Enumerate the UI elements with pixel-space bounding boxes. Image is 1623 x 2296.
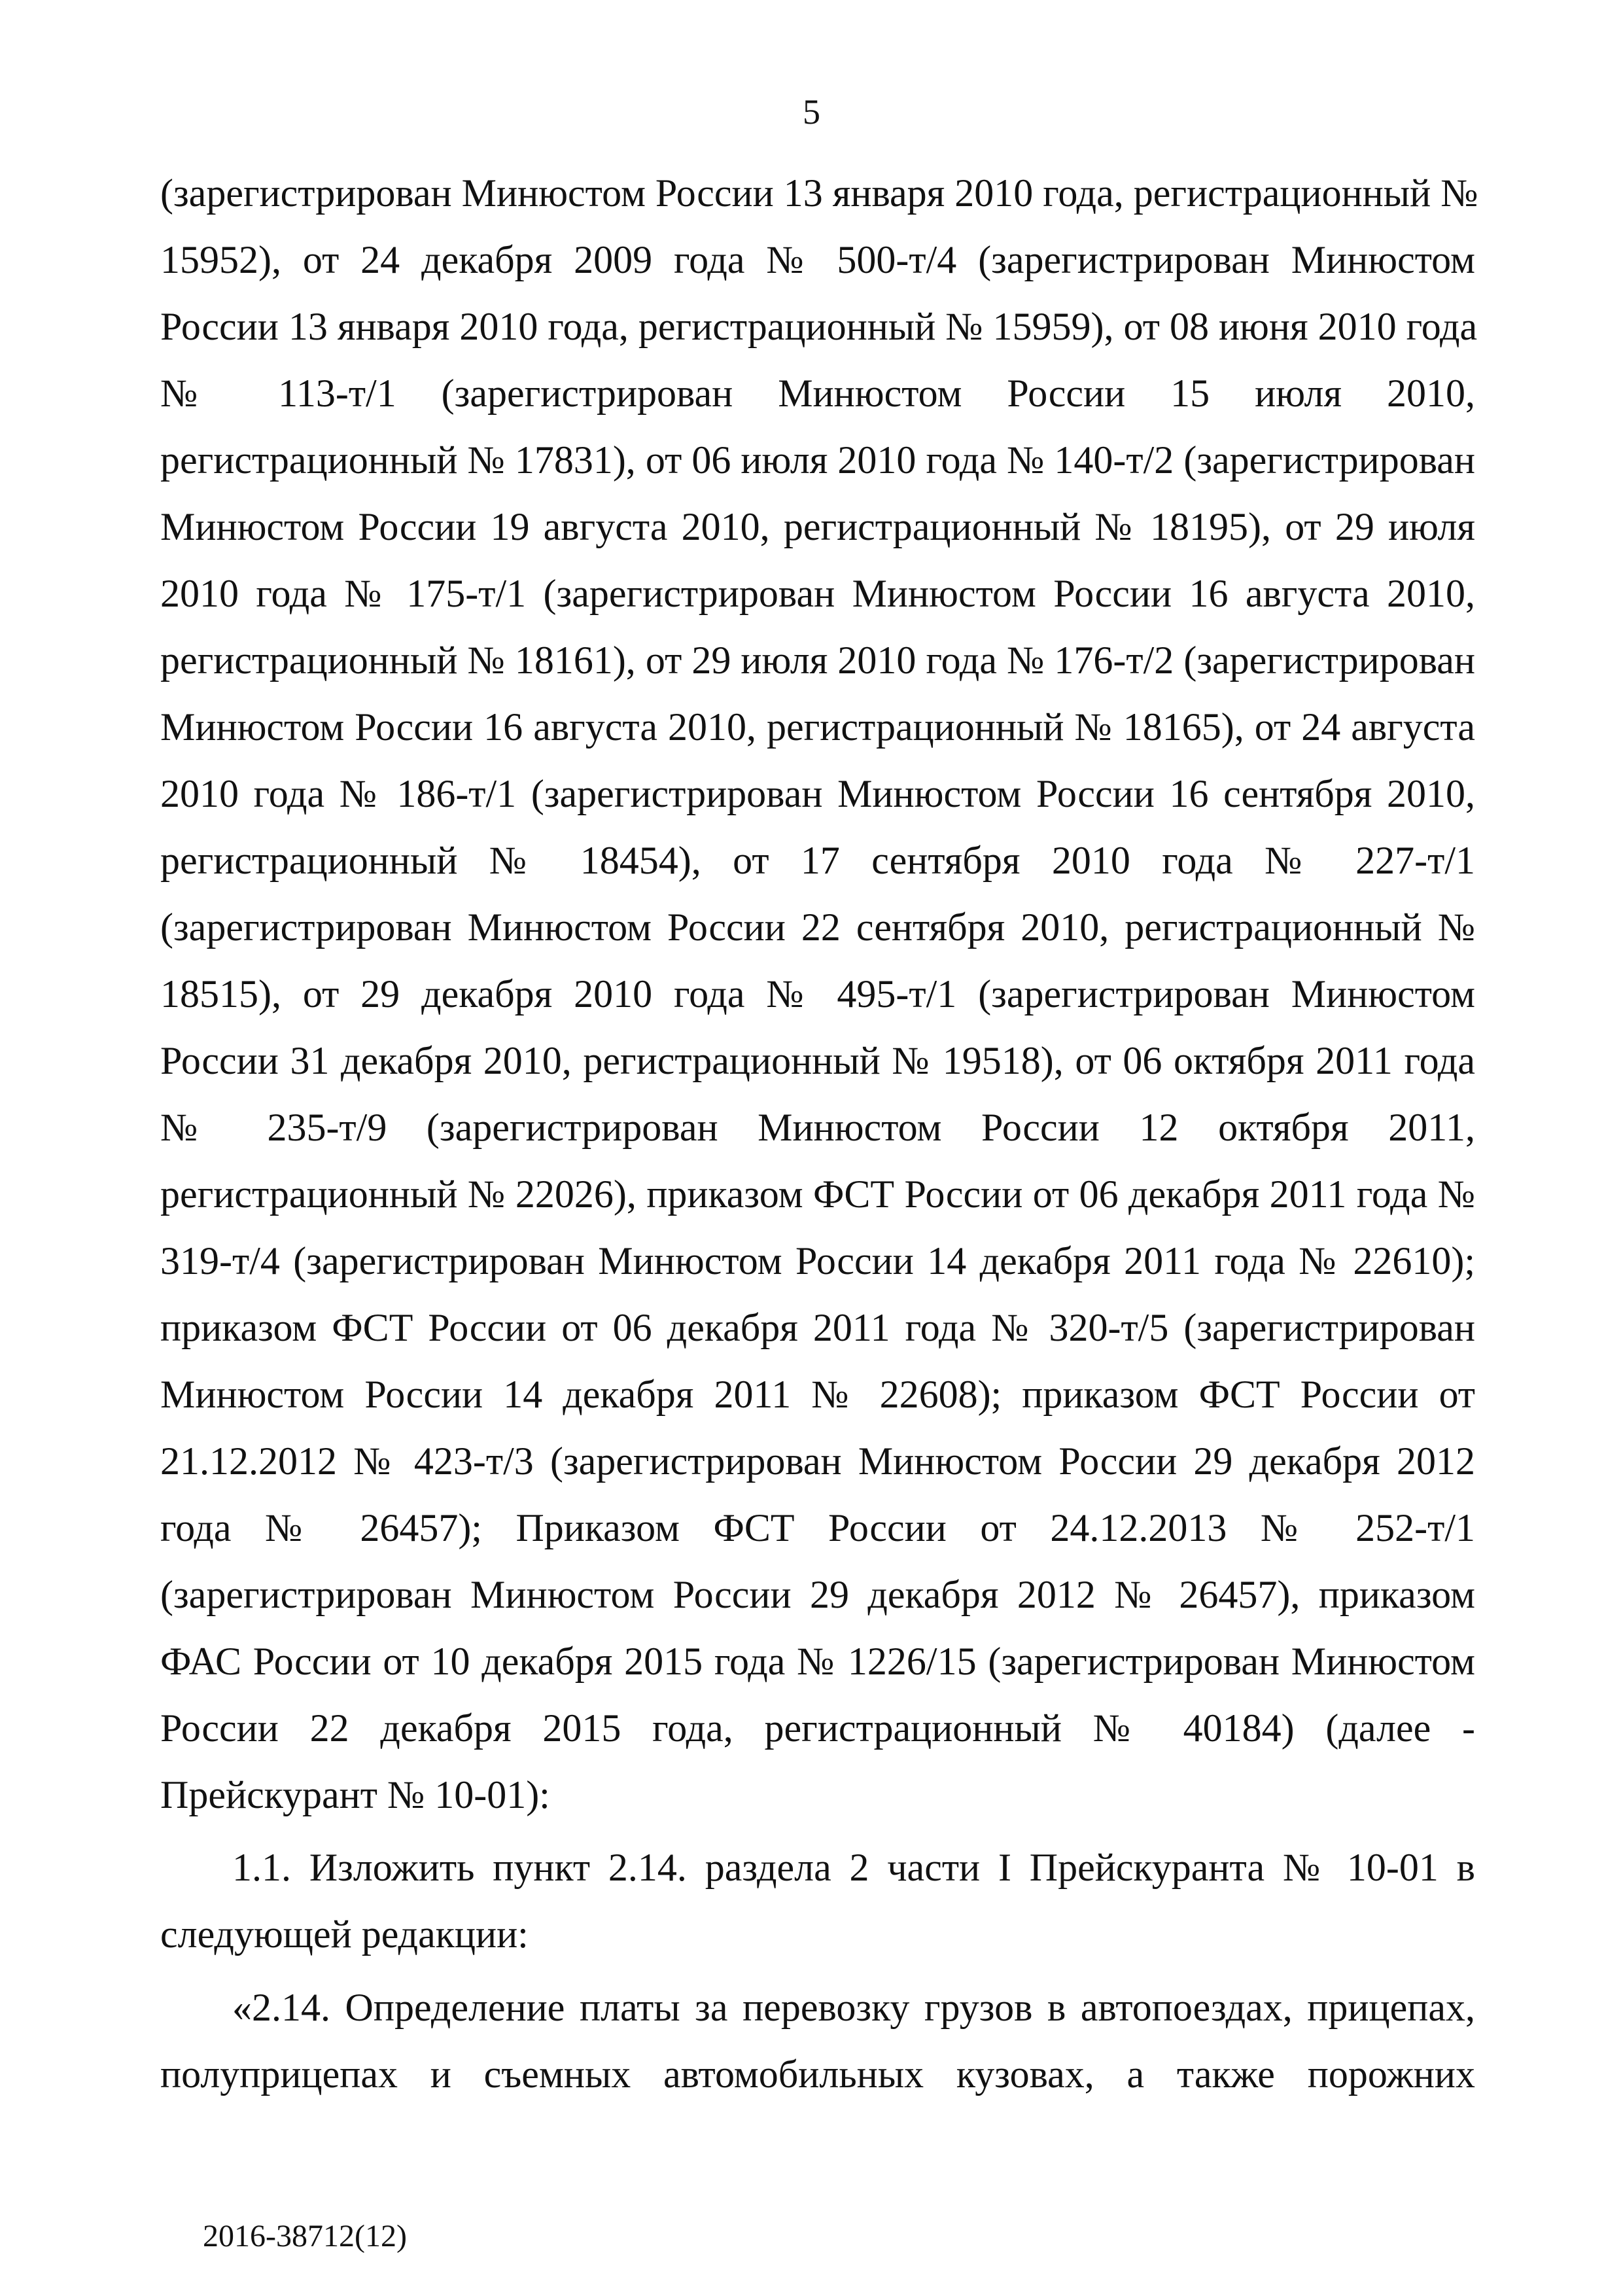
text-line-27: следующей редакции: [160, 1913, 529, 1956]
text-line-28: «2.14. Определение платы за перевозку грузов в автопоездах, прицепах, [232, 1986, 1475, 2029]
text-line-6: Минюстом России 19 августа 2010, регистрационный № 18195), от 29 июля [160, 505, 1475, 548]
text-line-2: 15952), от 24 декабря 2009 года № 500-т/4 (зарегистрирован Минюстом [160, 238, 1475, 281]
text-line-24: России 22 декабря 2015 года, регистрационный № 40184) (далее - [160, 1706, 1475, 1750]
document-code: 2016-38712(12) [203, 2219, 407, 2253]
text-line-26: 1.1. Изложить пункт 2.14. раздела 2 части I Прейскуранта № 10-01 в [232, 1846, 1475, 1889]
text-line-21: года № 26457); Приказом ФСТ России от 24.12.2013 № 252-т/1 [160, 1506, 1475, 1549]
text-line-15: № 235-т/9 (зарегистрирован Минюстом России 12 октября 2011, [160, 1106, 1475, 1149]
text-line-13: 18515), от 29 декабря 2010 года № 495-т/1 (зарегистрирован Минюстом [160, 972, 1475, 1016]
text-line-22: (зарегистрирован Минюстом России 29 декабря 2012 № 26457), приказом [160, 1573, 1475, 1616]
text-line-16: регистрационный № 22026), приказом ФСТ России от 06 декабря 2011 года № [160, 1173, 1475, 1216]
page-number: 5 [803, 92, 820, 132]
text-line-20: 21.12.2012 № 423-т/3 (зарегистрирован Минюстом России 29 декабря 2012 [160, 1439, 1475, 1483]
text-line-3: России 13 января 2010 года, регистрационный № 15959), от 08 июня 2010 года [160, 305, 1478, 348]
text-line-1: (зарегистрирован Минюстом России 13 января 2010 года, регистрационный № [160, 171, 1478, 215]
text-line-11: регистрационный № 18454), от 17 сентября 2010 года № 227-т/1 [160, 839, 1475, 882]
text-line-8: регистрационный № 18161), от 29 июля 2010 года № 176-т/2 (зарегистрирован [160, 639, 1475, 682]
text-line-10: 2010 года № 186-т/1 (зарегистрирован Минюстом России 16 сентября 2010, [160, 772, 1475, 815]
text-line-4: № 113-т/1 (зарегистрирован Минюстом России 15 июля 2010, [160, 372, 1475, 415]
text-line-18: приказом ФСТ России от 06 декабря 2011 года № 320-т/5 (зарегистрирован [160, 1306, 1475, 1349]
text-line-7: 2010 года № 175-т/1 (зарегистрирован Минюстом России 16 августа 2010, [160, 572, 1475, 615]
text-line-12: (зарегистрирован Минюстом России 22 сентября 2010, регистрационный № [160, 906, 1475, 949]
text-line-9: Минюстом России 16 августа 2010, регистрационный № 18165), от 24 августа [160, 705, 1475, 749]
text-line-23: ФАС России от 10 декабря 2015 года № 1226/15 (зарегистрирован Минюстом [160, 1640, 1475, 1683]
text-line-25: Прейскурант № 10-01): [160, 1773, 550, 1816]
text-line-17: 319-т/4 (зарегистрирован Минюстом России 14 декабря 2011 года № 22610); [160, 1239, 1475, 1282]
text-line-29: полуприцепах и съемных автомобильных кузовах, а также порожних [160, 2053, 1475, 2096]
text-line-5: регистрационный № 17831), от 06 июля 2010 года № 140-т/2 (зарегистрирован [160, 438, 1475, 482]
text-line-19: Минюстом России 14 декабря 2011 № 22608); приказом ФСТ России от [160, 1373, 1475, 1416]
text-line-14: России 31 декабря 2010, регистрационный № 19518), от 06 октября 2011 года [160, 1039, 1475, 1082]
